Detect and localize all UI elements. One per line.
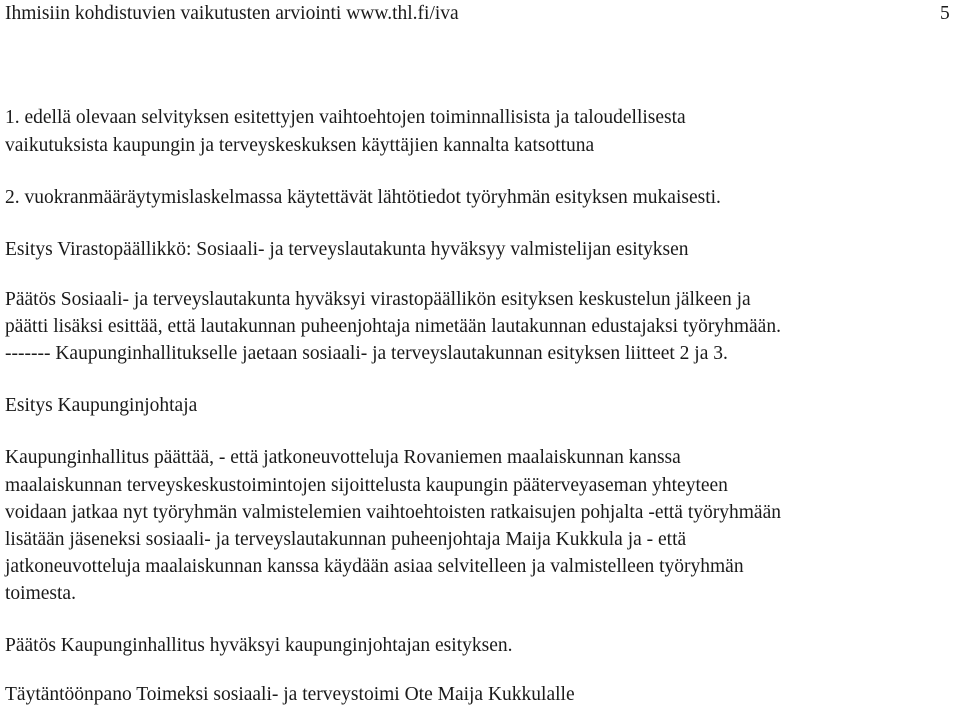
mayor-body-line-5: jatkoneuvotteluja maalaiskunnan kanssa käydään asiaa selvitelleen ja valmistelleen työryhmän <box>5 556 744 577</box>
mayor-body-line-1: Kaupunginhallitus päättää, - että jatkoneuvotteluja Rovaniemen maalaiskunnan kanssa <box>5 447 681 468</box>
proposal-mayor-heading: Esitys Kaupunginjohtaja <box>5 395 198 416</box>
mayor-body-line-4: lisätään jäseneksi sosiaali- ja terveyslautakunnan puheenjohtaja Maija Kukkula ja - että <box>5 529 687 550</box>
document-header-title: Ihmisiin kohdistuvien vaikutusten arviointi www.thl.fi/iva <box>5 3 459 24</box>
criteria-item-1-line-2: vaikutuksista kaupungin ja terveyskeskuksen käyttäjien kannalta katsottuna <box>5 135 595 156</box>
proposal-director: Esitys Virastopäällikkö: Sosiaali- ja terveyslautakunta hyväksyy valmistelijan esityksen <box>5 239 689 260</box>
decision-board-line-2: päätti lisäksi esittää, että lautakunnan puheenjohtaja nimetään lautakunnan edustajaksi työryhmään. <box>5 316 781 337</box>
mayor-body-line-3: voidaan jatkaa nyt työryhmän valmistelemien vaihtoehtoisten ratkaisujen pohjalta -että työryhmään <box>5 502 781 523</box>
mayor-body-line-6: toimesta. <box>5 583 76 604</box>
implementation: Täytäntöönpano Toimeksi sosiaali- ja terveystoimi Ote Maija Kukkulalle <box>5 684 575 705</box>
criteria-item-2: 2. vuokranmääräytymislaskelmassa käytettävät lähtötiedot työryhmän esityksen mukaisesti. <box>5 187 721 208</box>
decision-board-line-3: ------- Kaupunginhallitukselle jaetaan sosiaali- ja terveyslautakunnan esityksen liitteet 2 ja 3. <box>5 343 728 364</box>
criteria-item-1-line-1: 1. edellä olevaan selvityksen esitettyjen vaihtoehtojen toiminnallisista ja taloudellisesta <box>5 107 686 128</box>
decision-council: Päätös Kaupunginhallitus hyväksyi kaupunginjohtajan esityksen. <box>5 635 513 656</box>
mayor-body-line-2: maalaiskunnan terveyskeskustoimintojen sijoittelusta kaupungin pääterveyaseman yhteyteen <box>5 475 728 496</box>
page-number: 5 <box>940 3 950 24</box>
decision-board-line-1: Päätös Sosiaali- ja terveyslautakunta hyväksyi virastopäällikön esityksen keskustelun jälkeen ja <box>5 289 751 310</box>
